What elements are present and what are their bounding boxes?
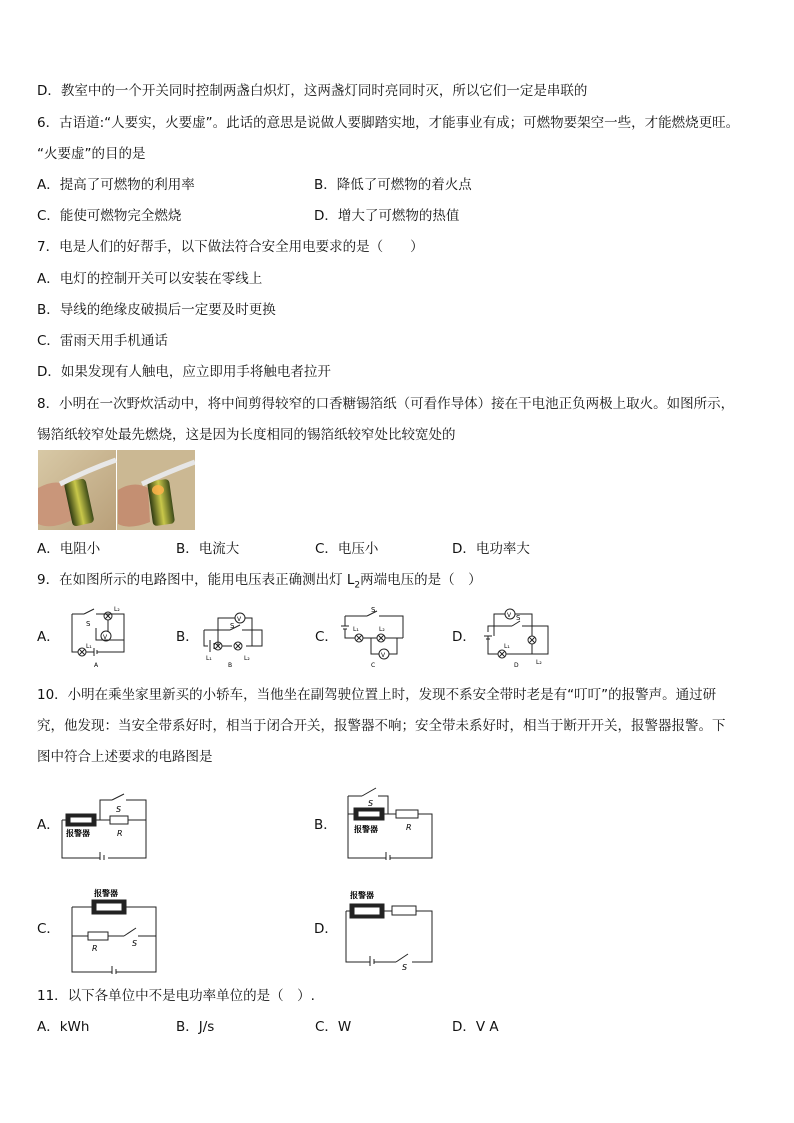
svg-text:S: S [371,606,376,614]
q6-option-a: A．提高了可燃物的利用率 [37,177,195,193]
foil-battery-photo [38,450,195,530]
q9-label-c: C． [315,629,338,645]
q11-option-b: B．J/s [176,1019,215,1035]
q9-label-d: D． [452,629,476,645]
q9-circuit-b [200,610,272,668]
q7-stem: 7．电是人们的好帮手，以下做法符合安全用电要求的是（ ） [37,239,424,255]
q8-option-d: D．电功率大 [452,541,530,557]
q7-option-c: C．雷雨天用手机通话 [37,333,168,349]
q10-circuit-c [66,884,164,974]
q10-label-d: D． [314,921,338,937]
svg-text:S: S [86,620,91,628]
svg-text:D: D [514,662,519,668]
q9-circuit-a [64,606,132,668]
svg-text:S: S [116,805,122,814]
svg-text:L₂: L₂ [536,659,542,666]
q9-stem: 9．在如图所示的电路图中，能用电压表正确测出灯 $L_2$两端电压的是（ ） [37,572,482,591]
svg-text:报警器: 报警器 [94,889,118,898]
q10-circuit-d [340,882,438,970]
svg-text:V: V [103,634,108,641]
svg-text:B: B [228,662,233,668]
q6-option-d: D．增大了可燃物的热值 [314,208,460,224]
q8-stem-line2: 锡箔纸较窄处最先燃烧，这是因为长度相同的锡箔纸较窄处比较宽处的 [37,427,456,443]
q9-circuit-c [341,604,409,668]
svg-text:S: S [368,799,374,808]
q9-circuit-d [484,606,556,668]
q9-label-b: B． [176,629,199,645]
svg-text:V: V [381,652,386,659]
svg-text:L₂: L₂ [114,606,120,613]
svg-text:S: S [230,622,235,630]
svg-text:R: R [117,829,123,838]
q10-circuit-a [60,790,152,860]
svg-text:S: S [402,963,408,970]
svg-text:R: R [406,823,412,832]
svg-text:报警器: 报警器 [354,825,378,834]
svg-text:S: S [132,939,138,948]
q6-option-c: C．能使可燃物完全燃烧 [37,208,182,224]
q10-label-b: B． [314,817,337,833]
q7-option-a: A．电灯的控制开关可以安装在零线上 [37,271,263,287]
svg-text:L₁: L₁ [353,626,359,633]
q11-option-c: C．W [315,1019,352,1035]
q11-stem: 11．以下各单位中不是电功率单位的是（ ）. [37,988,315,1004]
svg-text:L₁: L₁ [86,643,92,650]
q10-stem-line3: 图中符合上述要求的电路图是 [37,749,213,765]
q6-stem-line1: 6．古语道:“人要实，火要虚”。此话的意思是说做人要脚踏实地，才能事业有成；可燃物要架空一些，才能燃烧更旺。 [37,115,740,131]
q5-option-d: D．教室中的一个开关同时控制两盏白炽灯，这两盏灯同时亮同时灭，所以它们一定是串联的 [37,83,588,99]
svg-text:L₁: L₁ [206,655,212,662]
q10-label-a: A． [37,817,60,833]
svg-text:L₁: L₁ [504,643,510,650]
svg-text:L₂: L₂ [244,655,250,662]
q9-label-a: A． [37,629,60,645]
q8-stem-line1: 8．小明在一次野炊活动中，将中间剪得较窄的口香糖锡箔纸（可看作导体）接在干电池正负两极上取火。如图所示， [37,396,735,412]
q6-stem-line2: “火要虚”的目的是 [37,146,146,162]
svg-text:S: S [516,614,521,622]
q8-option-a: A．电阻小 [37,541,101,557]
q10-stem-line1: 10．小明在乘坐家里新买的小轿车，当他坐在副驾驶位置上时，发现不系安全带时老是有“叮叮”的报警声。通过研 [37,687,717,703]
q10-label-c: C． [37,921,60,937]
q11-option-a: A．kWh [37,1019,90,1035]
q8-option-b: B．电流大 [176,541,240,557]
svg-text:V: V [237,616,242,623]
svg-text:报警器: 报警器 [350,891,374,900]
q7-option-b: B．导线的绝缘皮破损后一定要及时更换 [37,302,276,318]
q7-option-d: D．如果发现有人触电，应立即用手将触电者拉开 [37,364,331,380]
svg-text:C: C [371,662,376,668]
q10-circuit-b [344,782,438,860]
svg-text:报警器: 报警器 [66,829,90,838]
q6-option-b: B．降低了可燃物的着火点 [314,177,472,193]
q8-option-c: C．电压小 [315,541,379,557]
svg-text:A: A [94,662,99,668]
svg-text:V: V [507,612,512,619]
svg-text:L₂: L₂ [379,626,385,633]
svg-text:R: R [92,944,98,953]
q10-stem-line2: 究，他发现：当安全带系好时，相当于闭合开关，报警器不响；安全带未系好时，相当于断开开关，报警器报警。下 [37,718,726,734]
q11-option-d: D．V A [452,1019,499,1035]
